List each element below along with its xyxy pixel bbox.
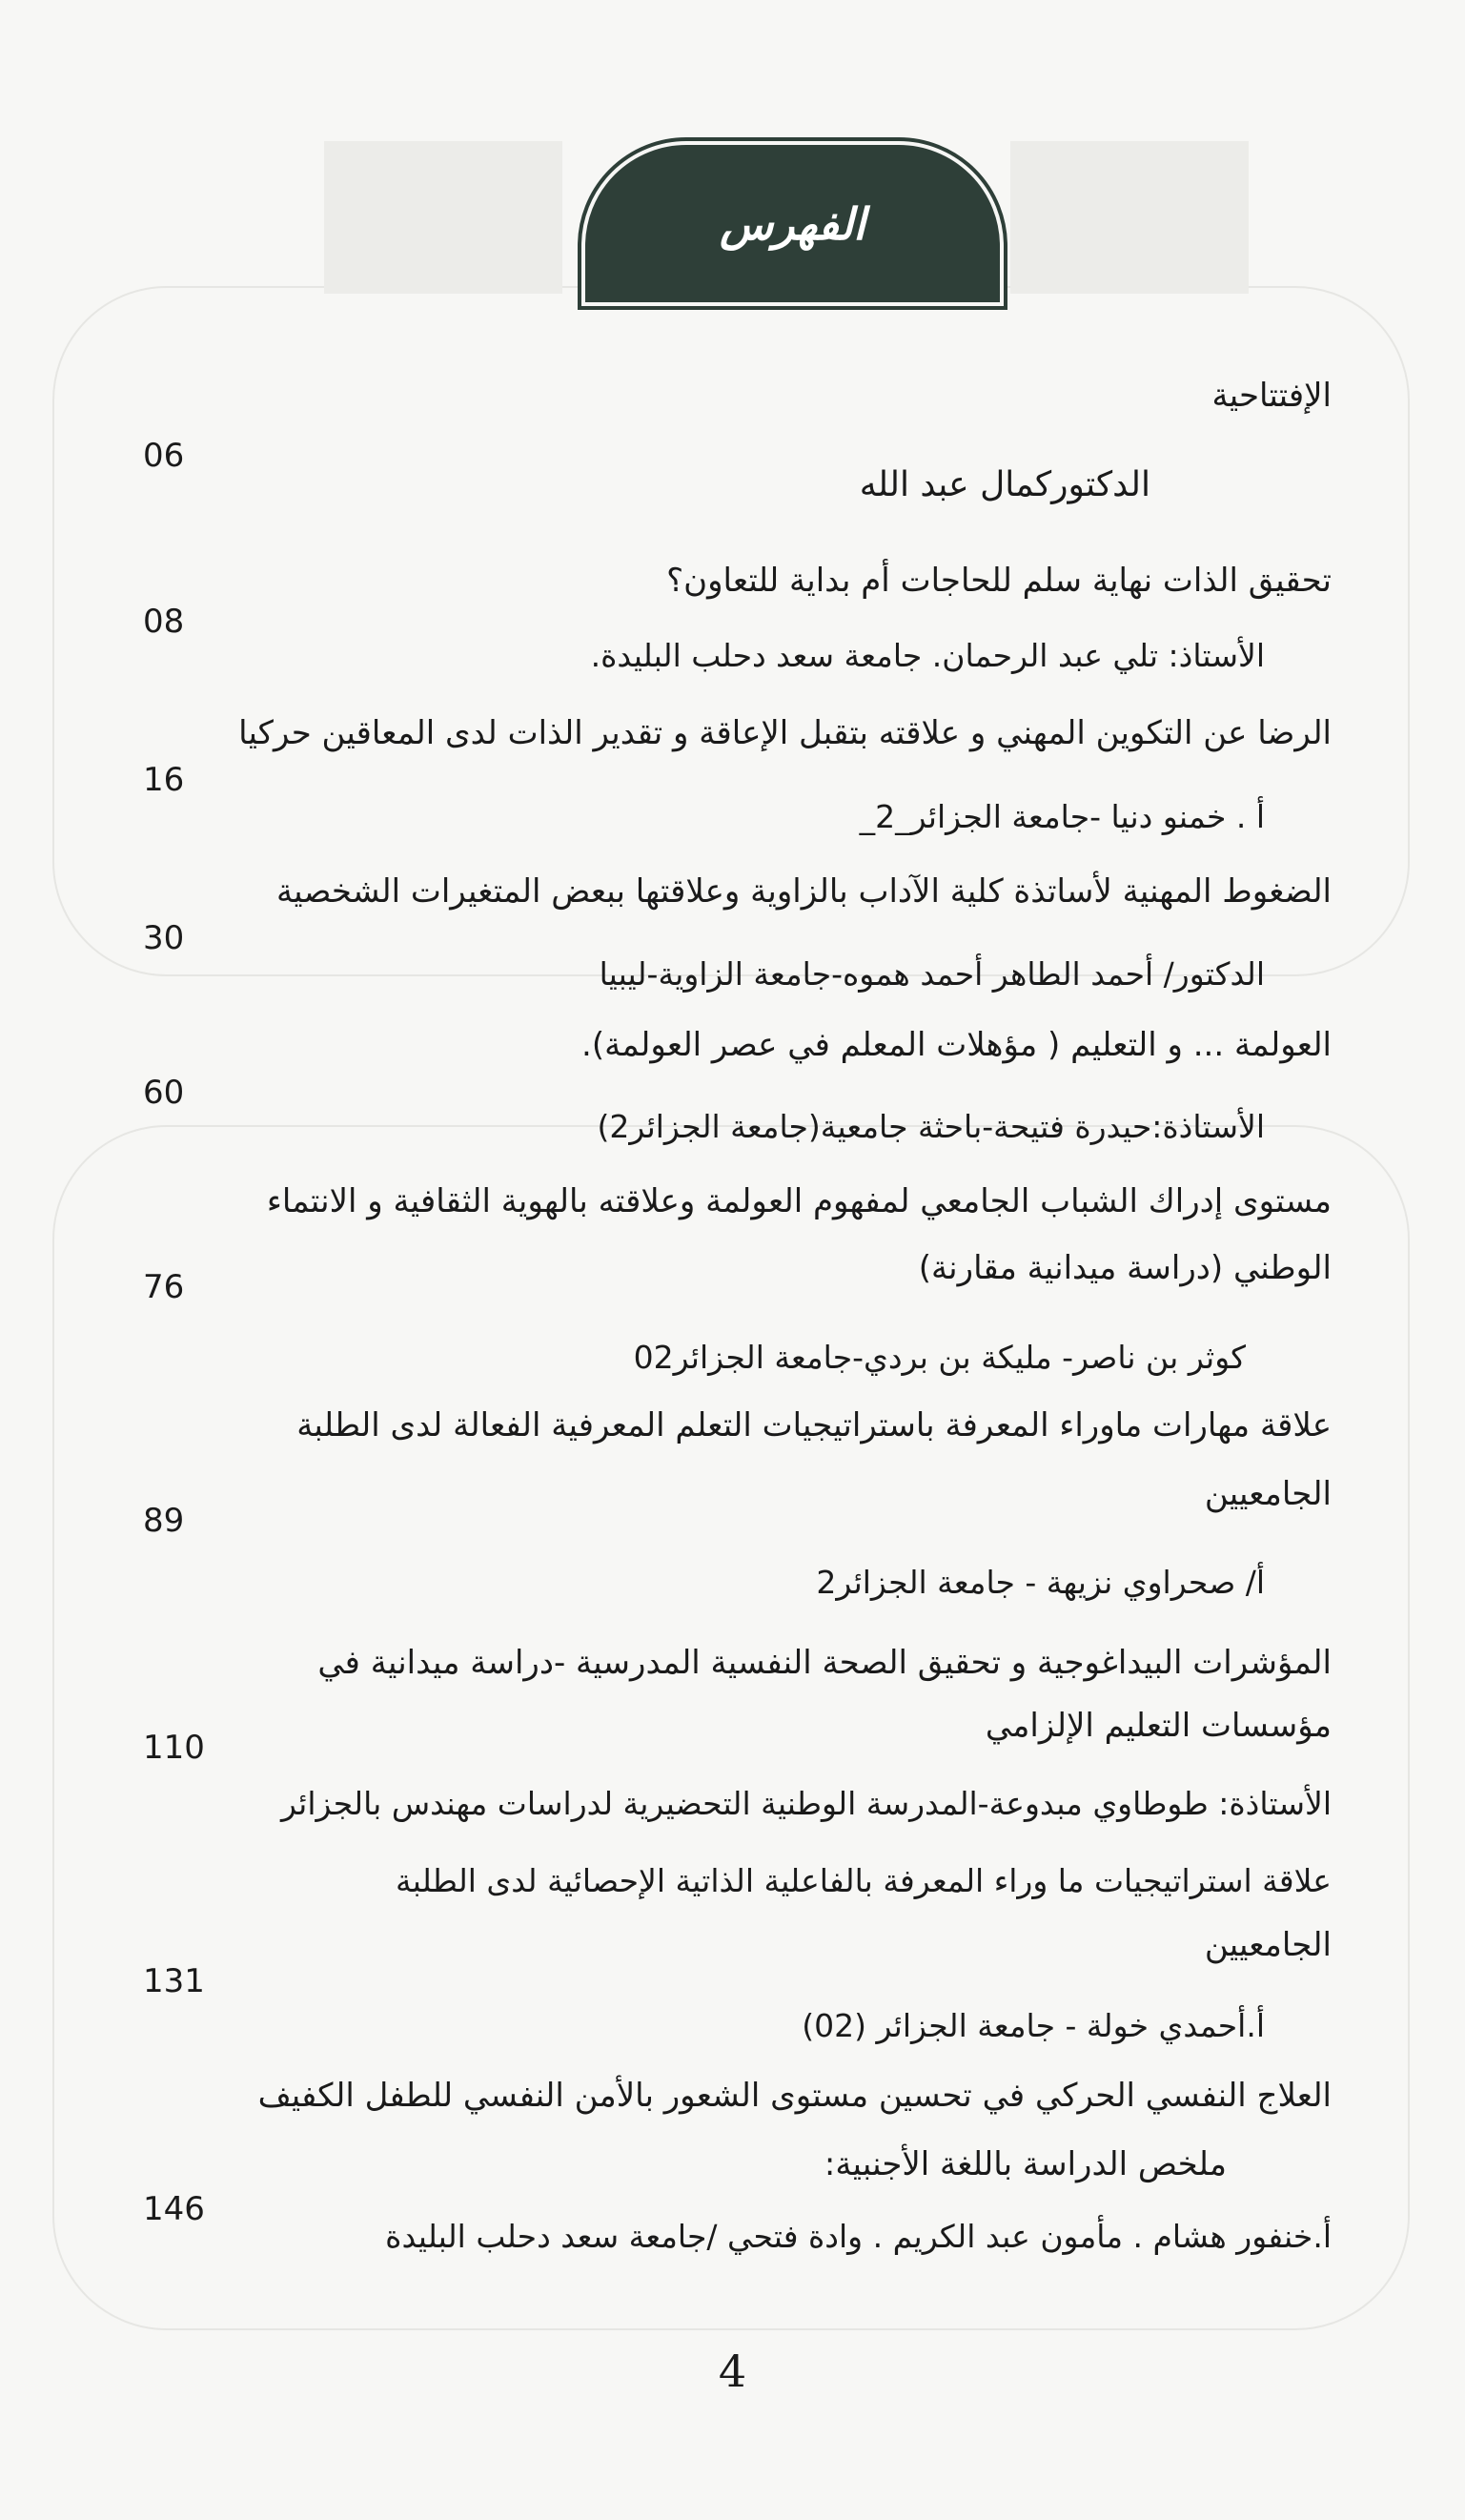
toc-entry-author: أ.خنفور هشام . مأمون عبد الكريم . وادة فتحي /جامعة سعد دحلب البليدة xyxy=(385,2218,1332,2255)
toc-entry-page: 60 xyxy=(143,1074,185,1112)
toc-entry-title-cont: الجامعيين xyxy=(1204,1926,1332,1964)
toc-entry-page: 08 xyxy=(143,603,185,641)
page-title: الفهرس xyxy=(720,197,865,250)
toc-entry-page: 110 xyxy=(143,1729,205,1767)
toc-entry-author: أ . خمنو دنيا -جامعة الجزائر_2_ xyxy=(859,798,1265,835)
toc-entry-title: الإفتتاحية xyxy=(1211,377,1332,415)
toc-entry-page: 131 xyxy=(143,1962,205,2000)
toc-entry-author: الدكتور/ أحمد الطاهر أحمد هموه-جامعة الزاوية-ليبيا xyxy=(599,955,1265,993)
toc-entry-title-cont: مؤسسات التعليم الإلزامي xyxy=(985,1707,1332,1745)
toc-entry-page: 76 xyxy=(143,1268,185,1306)
toc-entry-page: 06 xyxy=(143,437,185,475)
toc-entry-author: الأستاذة: طوطاوي مبدوعة-المدرسة الوطنية التحضيرية لدراسات مهندس بالجزائر xyxy=(280,1785,1332,1822)
toc-entry-title: العولمة ... و التعليم ( مؤهلات المعلم في عصر العولمة). xyxy=(581,1026,1332,1064)
toc-entry-page: 16 xyxy=(143,761,185,799)
toc-entry-author: كوثر بن ناصر- مليكة بن بردي-جامعة الجزائر02 xyxy=(633,1339,1246,1376)
index-title-tab xyxy=(581,141,1004,306)
toc-entry-author: أ.أحمدي خولة - جامعة الجزائر (02) xyxy=(802,2007,1265,2044)
show-through-block xyxy=(324,141,562,294)
show-through-block xyxy=(1010,141,1249,294)
toc-entry-title: العلاج النفسي الحركي في تحسين مستوى الشعور بالأمن النفسي للطفل الكفيف xyxy=(257,2077,1332,2115)
toc-entry-title: مستوى إدراك الشباب الجامعي لمفهوم العولمة وعلاقته بالهوية الثقافية و الانتماء xyxy=(266,1182,1332,1220)
page-number: 4 xyxy=(718,2346,747,2397)
toc-entry-author: الأستاذة:حيدرة فتيحة-باحثة جامعية(جامعة الجزائر2) xyxy=(597,1108,1265,1145)
toc-entry-author: الأستاذ: تلي عبد الرحمان. جامعة سعد دحلب البليدة. xyxy=(590,637,1265,674)
toc-entry-page: 146 xyxy=(143,2190,205,2228)
toc-entry-title-cont: الوطني (دراسة ميدانية مقارنة) xyxy=(918,1249,1332,1287)
toc-entry-author: أ/ صحراوي نزيهة - جامعة الجزائر2 xyxy=(816,1564,1265,1601)
toc-entry-title: علاقة استراتيجيات ما وراء المعرفة بالفاعلية الذاتية الإحصائية لدى الطلبة xyxy=(396,1862,1332,1899)
toc-entry-author: الدكتوركمال عبد الله xyxy=(859,465,1150,504)
toc-entry-title: الرضا عن التكوين المهني و علاقته بتقبل الإعاقة و تقدير الذات لدى المعاقين حركيا xyxy=(238,714,1332,752)
toc-entry-title: علاقة مهارات ماوراء المعرفة باستراتيجيات التعلم المعرفية الفعالة لدى الطلبة xyxy=(296,1406,1332,1444)
toc-entry-title-cont: ملخص الدراسة باللغة الأجنبية: xyxy=(824,2145,1227,2183)
toc-entry-title: الضغوط المهنية لأساتذة كلية الآداب بالزاوية وعلاقتها ببعض المتغيرات الشخصية xyxy=(275,872,1332,911)
toc-entry-title: تحقيق الذات نهاية سلم للحاجات أم بداية للتعاون؟ xyxy=(666,562,1332,600)
toc-entry-page: 30 xyxy=(143,919,185,957)
toc-entry-title-cont: الجامعيين xyxy=(1204,1475,1332,1513)
toc-entry-page: 89 xyxy=(143,1502,185,1540)
toc-entry-title: المؤشرات البيداغوجية و تحقيق الصحة النفسية المدرسية -دراسة ميدانية في xyxy=(317,1644,1332,1682)
